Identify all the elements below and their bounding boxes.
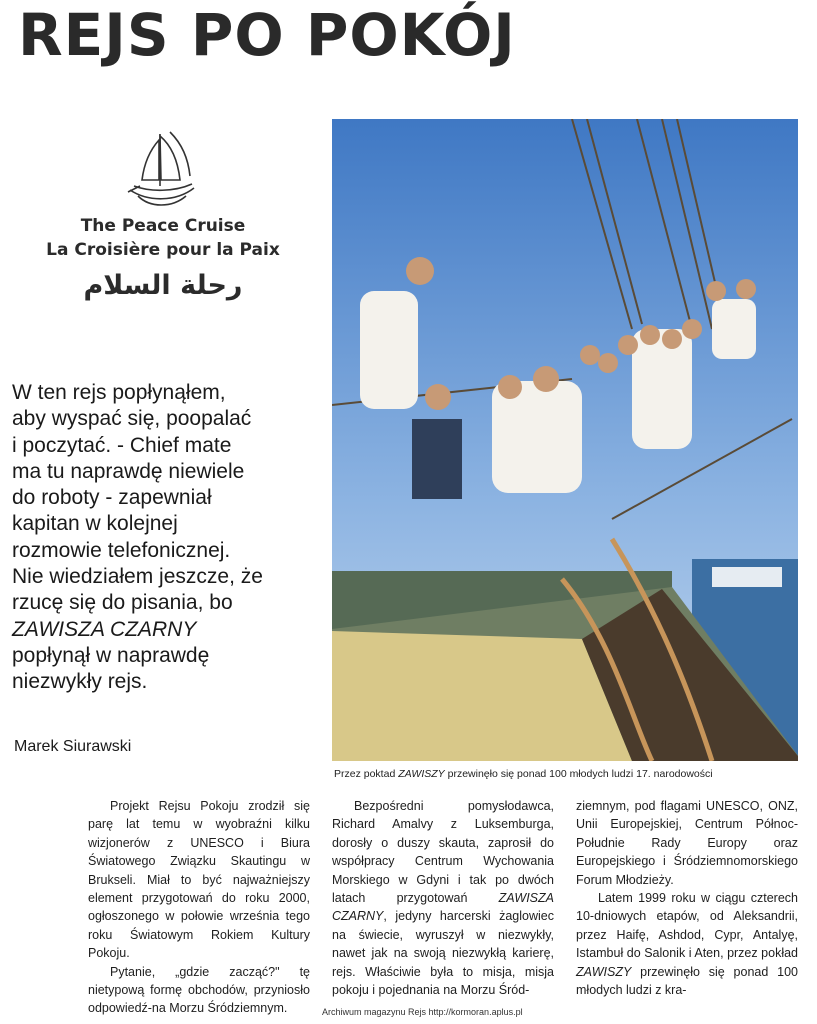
logo-caption xyxy=(34,214,292,262)
article-column-3 xyxy=(576,797,798,999)
logo-line-arabic: رحلة السلام xyxy=(83,270,243,301)
paragraph: Bezpośredni pomysłodawca, Richard Amalvy z Luksemburga, dorosły o duszy skauta, zaprosił do współpracy Centrum Wychowania Morskiego w Gdyni i tak po dwóch latach przygotowań ZAWISZA CZARNY, jedyny harcerski żaglowiec na świecie, wyruszył w niezwykły, nawet jak na swoją niezwykłą karierę, rejs. Właściwie była to misja, misja pokoju i pojednania na Morzu Śród- xyxy=(332,799,554,998)
peace-cruise-logo xyxy=(34,124,292,306)
author-name: Marek Siurawski xyxy=(14,738,132,755)
logo-line-english: The Peace Cruise xyxy=(80,216,246,236)
photo-caption: Przez poktad ZAWISZY przewinęło się ponad 100 młodych ludzi 17. narodowości xyxy=(334,768,713,780)
paragraph: ziemnym, pod flagami UNESCO, ONZ, Unii Europejskiej, Centrum Północ-Południe Rady Europy oraz Europejskiego i Śródziemnomorskiego Forum Młodzieży. xyxy=(576,799,798,887)
ship-name: ZAWISZA CZARNY xyxy=(332,891,554,924)
article-column-1 xyxy=(88,797,310,1018)
article-title: REJS PO POKÓJ xyxy=(18,1,516,69)
paragraph: Latem 1999 roku w ciągu czterech 10-dniowych etapów, od Aleksandrii, przez Haifę, Ashdod, Cypr, Antalyę, Istambuł do Salonik i Aten, przez pokład ZAWISZY przewinęło się ponad 100 młodych ludzi z kra- xyxy=(576,891,798,998)
quote-line: aby wyspać się, poopalać xyxy=(12,407,252,431)
caption-ship-name: ZAWISZY xyxy=(398,768,445,780)
quote-line: W ten rejs popłynąłem, xyxy=(12,381,226,404)
ship-crew-photo xyxy=(332,119,798,761)
quote-line: i poczytać. - Chief mate xyxy=(12,433,232,457)
logo-line-french: La Croisière pour la Paix xyxy=(46,240,280,260)
paragraph: Projekt Rejsu Pokoju zrodził się parę lat temu w wyobraźni kilku wizjonerów z UNESCO i Biura Światowego Związku Skautingu w Brukseli. Miał to być najważniejszy element przygotowań do roku 2000, ogłoszonego w połowie września tego roku Światowym Rokiem Kultury Pokoju. xyxy=(88,799,310,961)
sailboat-logo-icon xyxy=(120,128,200,212)
quote-line: kapitan w kolejnej xyxy=(12,512,178,536)
quote-line: do roboty - zapewniał xyxy=(12,486,212,510)
quote-line: rzucę się do pisania, bo xyxy=(12,591,233,615)
archive-footer: Archiwum magazynu Rejs http://kormoran.aplus.pl xyxy=(322,1007,523,1017)
quote-line-ship-name: ZAWISZA CZARNY xyxy=(12,617,197,641)
quote-line: popłynął w naprawdę xyxy=(12,643,210,667)
quote-line: ma tu naprawdę niewiele xyxy=(12,459,245,483)
paragraph: Pytanie, „gdzie zacząć?" tę nietypową formę obchodów, przyniosło odpowiedź-na Morzu Śródziemnym. xyxy=(88,964,310,1016)
quote-line: Nie wiedziałem jeszcze, że xyxy=(12,565,263,589)
quote-line: niezwykły rejs. xyxy=(12,670,148,694)
quote-line: rozmowie telefonicznej. xyxy=(12,538,231,562)
ship-name: ZAWISZY xyxy=(576,964,632,979)
pull-quote xyxy=(12,380,322,696)
article-column-2 xyxy=(332,797,554,999)
